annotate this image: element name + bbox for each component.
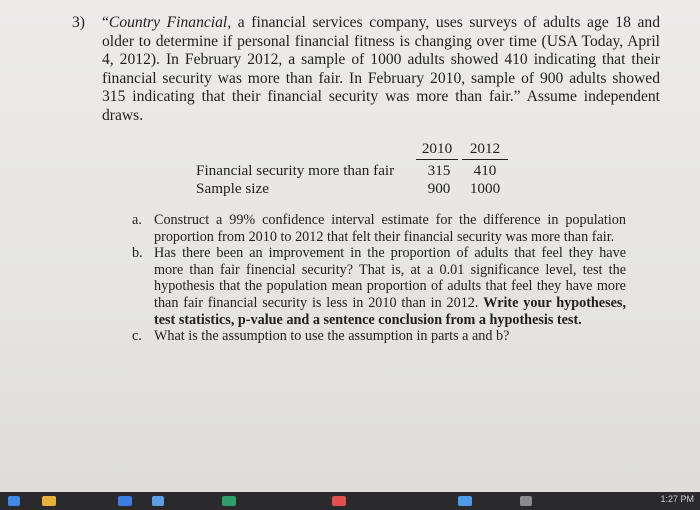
question-number: 3) xyxy=(72,14,85,31)
taskbar-clock: 1:27 PM xyxy=(660,494,694,504)
table-row xyxy=(196,162,508,181)
question-text xyxy=(102,14,660,126)
cell-2012: 410 xyxy=(473,161,497,179)
header-2012: 2012 xyxy=(462,140,508,160)
part-c-letter: c. xyxy=(132,328,142,345)
question-body: , a financial services company, uses surveys of adults age 18 and older to determine if personal financial fitness is changing over time (USA Today, April 4, 2012). In February 2012, a sample of 1000 adults showed 410 indicating that their financial security was more than fair. In February 2010, sample of 900 adults showed 315 indicating that their financial security was more than fair.” Assume independent draws. xyxy=(102,14,660,124)
app-icon[interactable] xyxy=(222,496,236,506)
question-open-quote: “ xyxy=(102,14,109,31)
part-a-letter: a. xyxy=(132,212,142,228)
table-row xyxy=(196,180,508,199)
app-icon[interactable] xyxy=(520,496,532,506)
table-header-row xyxy=(196,140,508,160)
row-label: Sample size xyxy=(196,180,269,197)
app-icon[interactable] xyxy=(42,496,56,506)
app-icon[interactable] xyxy=(458,496,472,506)
app-icon[interactable] xyxy=(332,496,346,506)
problem-statement xyxy=(72,14,660,126)
header-2010: 2010 xyxy=(416,140,458,160)
question-parts xyxy=(128,212,626,345)
app-icon[interactable] xyxy=(8,496,20,506)
part-c xyxy=(128,328,626,345)
part-b xyxy=(128,245,626,328)
taskbar xyxy=(0,492,700,510)
row-label: Financial security more than fair xyxy=(196,161,395,179)
cell-2010: 315 xyxy=(427,161,451,179)
part-b-letter: b. xyxy=(132,245,143,262)
app-icon[interactable] xyxy=(118,496,132,506)
part-a-text: Construct a 99% confidence interval estimate for the difference in population proportion from 2010 to 2012 that felt their financial security was more than fair. xyxy=(154,212,626,245)
cell-2010: 900 xyxy=(427,180,451,197)
cell-2012: 1000 xyxy=(469,180,501,197)
part-c-text: What is the assumption to use the assumption in parts a and b? xyxy=(154,328,510,345)
part-b-bold-instruction: Write your hypotheses, test statistics, p-value and a sentence conclusion from a hypothesis test. xyxy=(154,294,626,328)
part-b-text: Has there been an improvement in the proportion of adults that feel they have more than fair finencial security? That is, at a 0.01 significance level, test the hypothesis that the population mean proportion of adults that feel they have more than fair financial security is less in 2010 than in 2012. xyxy=(154,245,626,311)
app-icon[interactable] xyxy=(152,496,164,506)
source-name: Country Financial xyxy=(108,14,228,31)
data-table xyxy=(196,140,508,199)
part-a xyxy=(128,212,626,245)
